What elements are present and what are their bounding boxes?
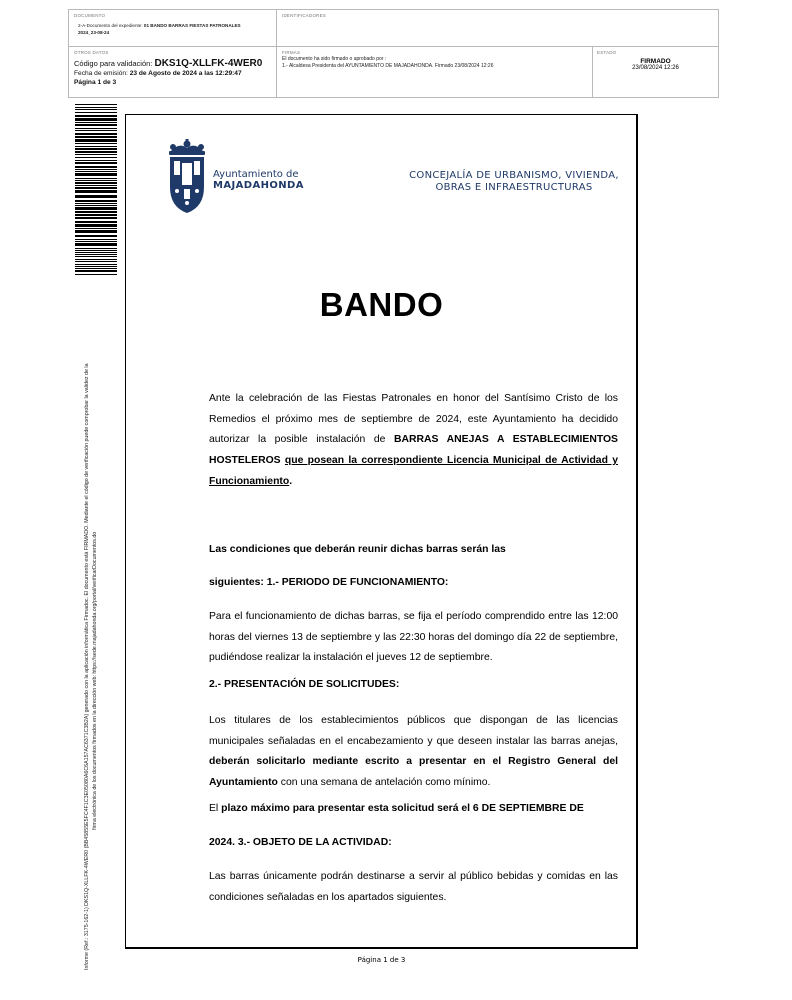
- paragraph-plazo-end: [209, 833, 618, 854]
- side-verification-text-2: firma electrónica de los documentos firmados en la dirección web: https://sede.majadahonda.org/portal/verificarDocumentos.do: [92, 531, 98, 830]
- fecha-label: Fecha de emisión:: [74, 70, 128, 77]
- document-frame: [125, 114, 638, 949]
- paragraph-period: Para el funcionamiento de dichas barras, se fija el período comprendido entre las 12:00 horas del viernes 13 de septiembre y las 22:30 horas del domingo día 22 de septiembre, pudiéndose realizar la instalación el jueves 12 de septiembre.: [209, 611, 618, 664]
- documento-label: DOCUMENTO: [74, 13, 106, 18]
- paragraph-intro: [209, 389, 618, 493]
- section-heading-3: . 3.- OBJETO DE LA ACTIVIDAD:: [232, 837, 392, 848]
- documento-prefix: 2-A-Documento del expediente:: [78, 23, 143, 28]
- paragraph-solicitudes: [209, 711, 618, 794]
- page-footer: Página 1 de 3: [357, 956, 406, 964]
- codigo-validacion: [74, 59, 271, 69]
- ayuntamiento-logo-text: [213, 169, 304, 191]
- intro-text: Ante la celebración de las Fiestas Patronales en honor del Santísimo Cristo de los Remedios el próximo mes de septiembre de 2024, este Ayuntamiento ha decidido autorizar la posible instalación de: [209, 393, 618, 446]
- firmas-line1: El documento ha sido firmado o aprobado por :: [282, 56, 387, 62]
- identificadores-cell: [276, 10, 718, 46]
- barcode: [75, 104, 117, 277]
- documento-value: [74, 23, 258, 36]
- plazo-bold: plazo máximo para presentar esta solicitud será el 6 DE SEPTIEMBRE DE: [221, 803, 584, 814]
- logo-line2: MAJADAHONDA: [213, 180, 304, 191]
- concejalia-heading: [395, 170, 633, 194]
- plazo-year: 2024: [209, 837, 233, 848]
- codigo-value[interactable]: DKS1Q-XLLFK-4WER0: [154, 58, 263, 69]
- estado-date: 23/08/2024 12:26: [632, 65, 679, 71]
- document-header-table: [68, 9, 719, 98]
- side-verification-text-1: Informe (Ref.: 3175-162-1) DKS1Q-XLLFK-4WER0 (BB45855E5FC4F1C3E05080A6C6A157AC6371C3B2A) generado con la aplicación informática Firmadoc. El documento está FIRMADO. Mediante el código de verificación puede comprobar la validez de la: [84, 363, 90, 970]
- otros-datos-cell: [69, 46, 276, 98]
- document-title: BANDO: [319, 286, 444, 323]
- logo-line1: Ayuntamiento de: [213, 169, 299, 180]
- documento-cell: [69, 10, 276, 46]
- fecha-value: 23 de Agosto de 2024 a las 12:29:47: [129, 70, 242, 77]
- estado-cell: [592, 46, 718, 98]
- concejalia-line2: OBRAS E INFRAESTRUCTURAS: [435, 182, 593, 193]
- solicitudes-tail: con una semana de antelación como mínimo.: [280, 777, 491, 789]
- concejalia-line1: CONCEJALÍA DE URBANISMO, VIVIENDA,: [409, 170, 619, 181]
- intro-period: .: [289, 475, 293, 487]
- solicitudes-text: Los titulares de los establecimientos públicos que dispongan de las licencias municipales señaladas en el encabezamiento y que deseen instalar las barras anejas,: [209, 715, 618, 747]
- codigo-label: Código para validación:: [74, 59, 153, 68]
- plazo-prefix: El: [209, 803, 219, 814]
- firmas-label: FIRMAS: [282, 50, 301, 55]
- conditions-line1: Las condiciones que deberán reunir dichas barras serán las: [209, 544, 506, 555]
- pagina-info: Página 1 de 3: [74, 79, 117, 86]
- paragraph-plazo: [209, 799, 618, 820]
- section-heading-2: 2.- PRESENTACIÓN DE SOLICITUDES:: [209, 679, 400, 690]
- firmas-cell: [276, 46, 592, 98]
- firmas-line2: 1.- Alcaldesa Presidenta del AYUNTAMIENTO DE MAJADAHONDA. Firmado 23/08/2024 12:26: [282, 63, 494, 69]
- identificadores-label: IDENTIFICADORES: [282, 13, 327, 18]
- otros-datos-label: OTROS DATOS: [74, 50, 109, 55]
- documento-name: 01 BANDO BARRAS FIESTAS PATRONALES 2024_23-08-24: [78, 23, 241, 35]
- fecha-emision: [74, 69, 271, 78]
- estado-value: FIRMADO: [640, 58, 671, 65]
- conditions-line2: siguientes: 1.- PERIODO DE FUNCIONAMIENTO:: [209, 577, 449, 588]
- solicitudes-bold: deberán solicitarlo mediante escrito a presentar en el Registro General del Ayuntamiento: [209, 756, 618, 789]
- intro-underlined: que posean la correspondiente Licencia Municipal de Actividad y Funcionamiento: [209, 455, 619, 487]
- paragraph-objeto: Las barras únicamente podrán destinarse a servir al público bebidas y comidas en las condiciones señaladas en los apartados siguientes.: [209, 871, 618, 903]
- intro-bold: BARRAS ANEJAS A ESTABLECIMIENTOS HOSTELEROS: [209, 434, 618, 467]
- estado-label: ESTADO: [597, 50, 617, 55]
